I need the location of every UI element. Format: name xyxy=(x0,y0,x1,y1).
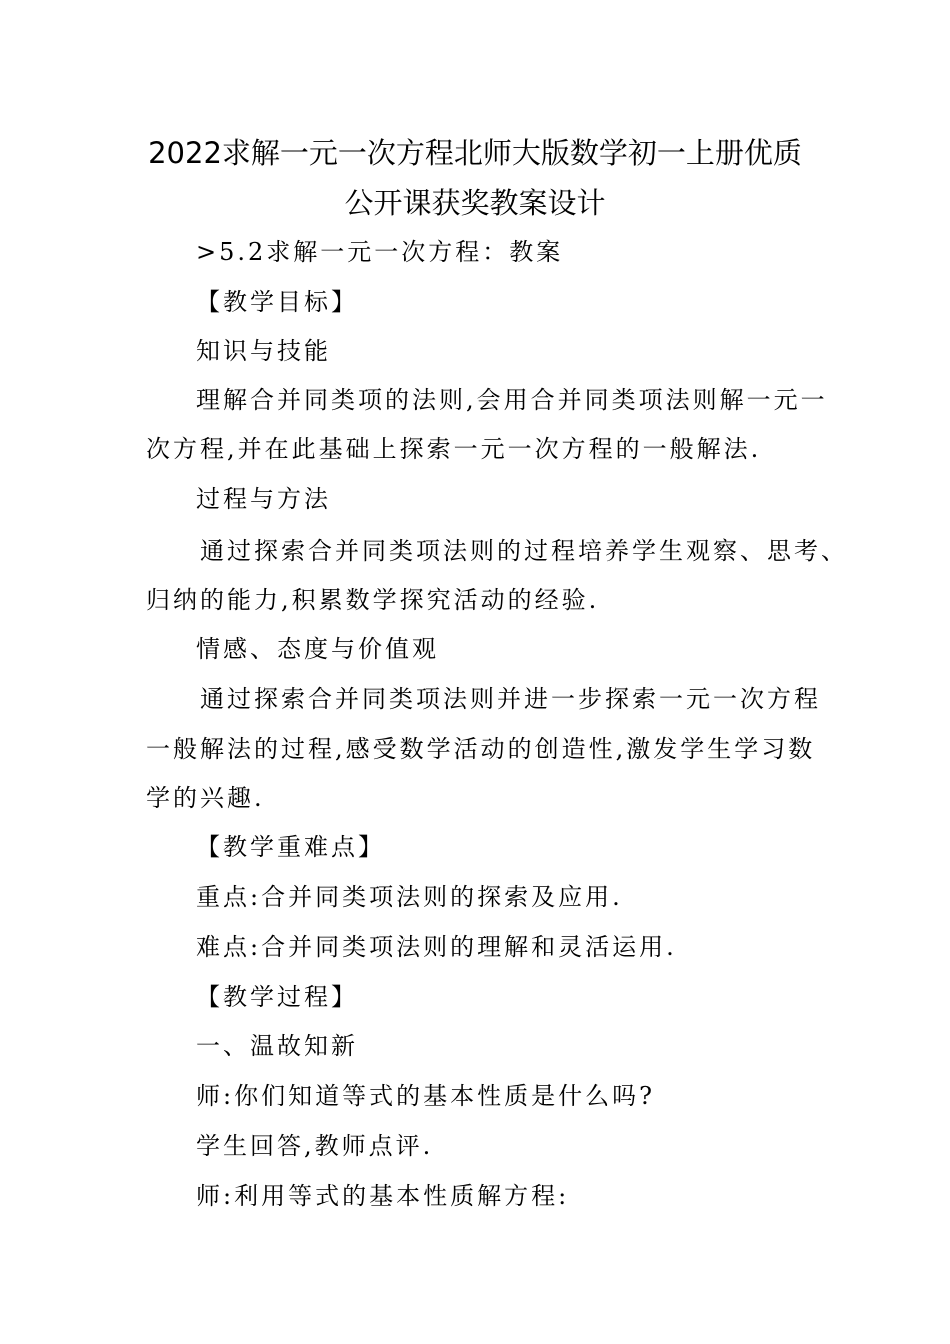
paragraph-line: 通过探索合并同类项法则并进一步探索一元一次方程 xyxy=(200,685,821,713)
paragraph-line: 理解合并同类项的法则,会用合并同类项法则解一元一 xyxy=(196,386,828,414)
paragraph-line: 通过探索合并同类项法则的过程培养学生观察、思考、 xyxy=(200,537,848,565)
paragraph-line: 师:你们知道等式的基本性质是什么吗? xyxy=(196,1082,655,1110)
heading-teaching-goals: 【教学目标】 xyxy=(196,288,358,316)
document-title-line-2: 公开课获奖教案设计 xyxy=(344,186,606,220)
subheading-emotion-attitude: 情感、态度与价值观 xyxy=(196,635,439,663)
section-heading: >5.2求解一元一次方程：教案 xyxy=(196,238,564,266)
paragraph-line: 一般解法的过程,感受数学活动的创造性,激发学生学习数 xyxy=(146,735,816,763)
subheading-knowledge-skills: 知识与技能 xyxy=(196,337,331,365)
heading-key-difficult-points: 【教学重难点】 xyxy=(196,833,385,861)
paragraph-line: 师:利用等式的基本性质解方程: xyxy=(196,1182,570,1210)
paragraph-line: 学的兴趣. xyxy=(146,784,265,812)
paragraph-line: 次方程,并在此基础上探索一元一次方程的一般解法. xyxy=(146,435,762,463)
paragraph-line: 学生回答,教师点评. xyxy=(196,1132,434,1160)
paragraph-line: 归纳的能力,积累数学探究活动的经验. xyxy=(146,586,600,614)
subheading-review: 一、温故知新 xyxy=(196,1032,358,1060)
paragraph-line: 难点:合并同类项法则的理解和灵活运用. xyxy=(196,933,677,961)
document-title-line-1: 2022求解一元一次方程北师大版数学初一上册优质 xyxy=(148,136,802,170)
paragraph-line: 重点:合并同类项法则的探索及应用. xyxy=(196,883,623,911)
heading-teaching-process: 【教学过程】 xyxy=(196,983,358,1011)
subheading-process-method: 过程与方法 xyxy=(196,485,331,513)
